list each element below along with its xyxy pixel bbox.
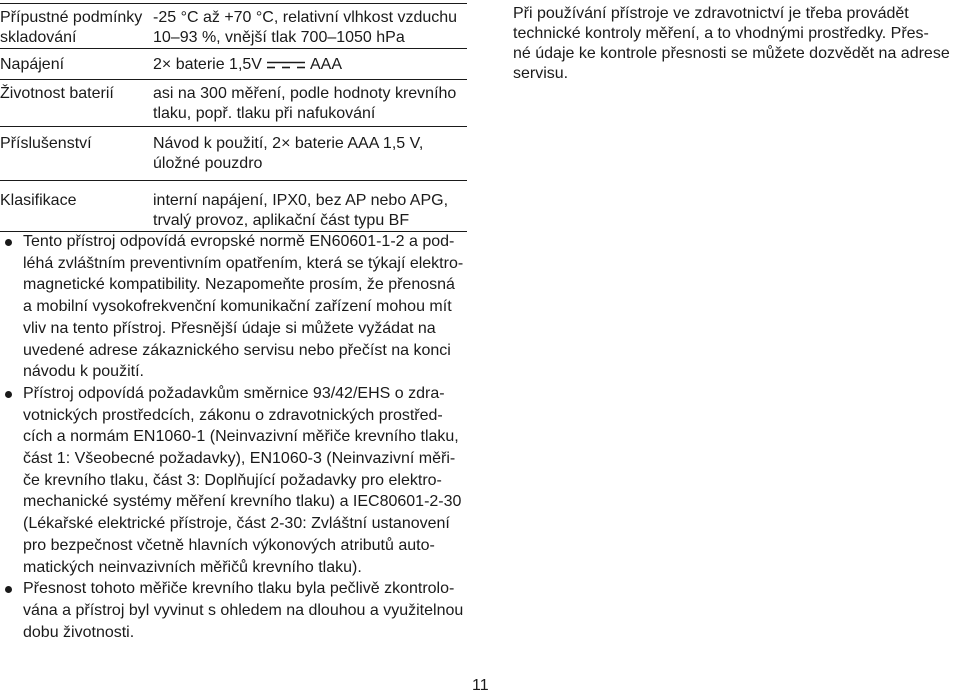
spec-label: Klasifikace [0, 192, 77, 209]
spec-value: -25 °C až +70 °C, relativní vlhkost vzduchu 10–93 %, vnější tlak 700–1050 hPa [153, 9, 458, 46]
page-number: 11 [472, 677, 489, 694]
spec-label: Životnost baterií [0, 85, 114, 102]
bullet-item-directive [5, 383, 471, 578]
bullet-item-accuracy [5, 578, 471, 643]
medical-use-note: Při používání přístroje ve zdravotnictví je třeba provádět technické kontroly měření, a to vhodnými prostředky. Přes- né údaje ke kontrole přesnosti se můžete dozvědět na adrese servisu. [513, 5, 950, 82]
bullet-dot-icon [5, 586, 12, 593]
bullet-text: Tento přístroj odpovídá evropské normě EN60601-1-2 a pod- léhá zvláštním preventivním opatřením, která se týkají elektro- magnetické kompatibility. Nezapomeňte prosím, že přenosná a mobilní vysokofrekvenční komunikační zařízení mohou mít vliv na tento přístroj. Přesnější údaje si můžete vyžádat na uvedené adrese zákaznického servisu nebo přečíst na konci návodu k použití. [23, 233, 464, 381]
spec-value: interní napájení, IPX0, bez AP nebo APG, trvalý provoz, aplikační část typu BF [153, 192, 449, 229]
dc-current-symbol-icon [265, 60, 307, 70]
spec-value: Návod k použití, 2× baterie AAA 1,5 V, úložné pouzdro [153, 135, 424, 172]
spec-row-power-supply [0, 48, 467, 79]
bullet-text: Přesnost tohoto měřiče krevního tlaku byla pečlivě zkontrolo- vána a přístroj byl vyvinut s ohledem na dlouhou a využitelnou dobu životnosti. [23, 580, 464, 641]
spec-row-storage-conditions [0, 4, 467, 48]
spec-value-suffix: AAA [309, 56, 342, 73]
compliance-bullet-list [5, 231, 471, 643]
spec-label: Přípustné podmínky skladování [0, 9, 143, 46]
spec-row-battery-life [0, 79, 467, 126]
specifications-table [0, 3, 467, 232]
spec-label: Příslušenství [0, 135, 92, 152]
spec-label: Napájení [0, 56, 65, 73]
spec-value [153, 55, 467, 79]
spec-row-classification [0, 180, 467, 231]
spec-value-prefix: 2× baterie 1,5V [153, 56, 262, 73]
bullet-dot-icon [5, 239, 12, 246]
bullet-dot-icon [5, 391, 12, 398]
spec-row-accessories [0, 126, 467, 180]
spec-value: asi na 300 měření, podle hodnoty krevního tlaku, popř. tlaku při nafukování [153, 85, 457, 122]
bullet-text: Přístroj odpovídá požadavkům směrnice 93/42/EHS o zdra- votnických prostředcích, zákonu o zdravotnických prostřed- cích a normám EN1060-1 (Neinvazivní měřiče krevního tlaku, část 1: Všeobecné požadavky), EN1060-3 (Neinvazivní měři- če krevního tlaku, část 3: Doplňující požadavky pro elektro- mechanické systémy měření krevního tlaku) a IEC80601-2-30 (Lékařské elektrické přístroje, část 2-30: Zvláštní ustanovení pro bezpečnost včetně hlavních výkonových atributů auto- matických neinvazivních měřičů krevního tlaku). [23, 384, 462, 576]
bullet-item-emc [5, 231, 471, 383]
